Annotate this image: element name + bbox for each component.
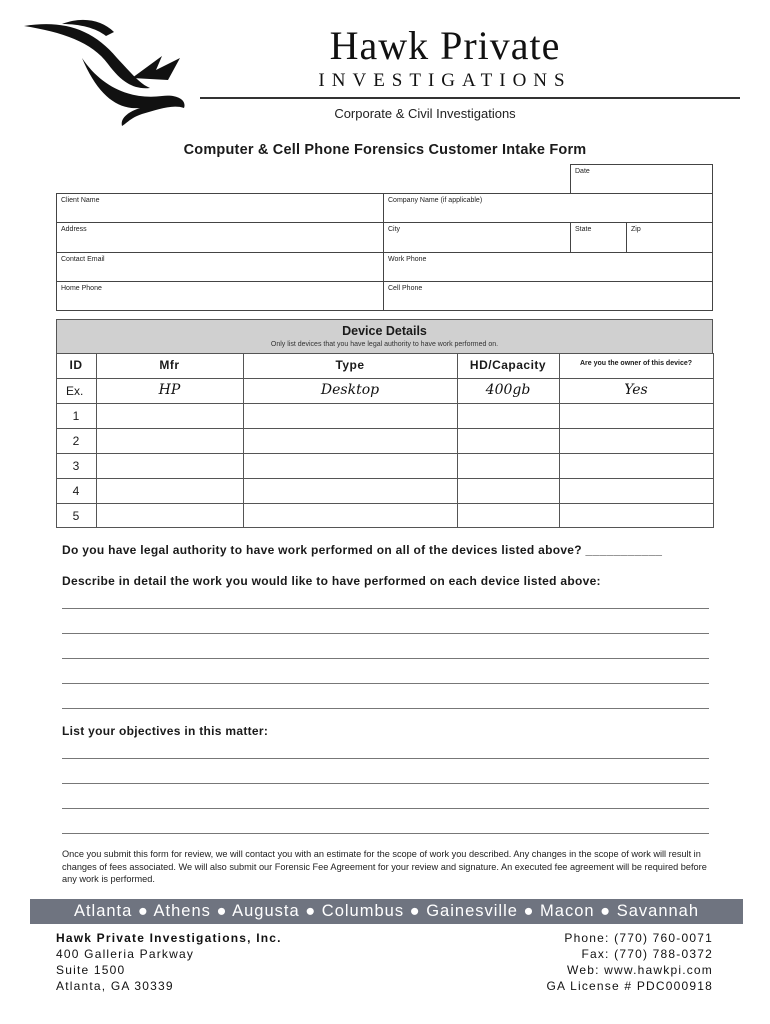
footer-address-line3: Atlanta, GA 30339 [56,979,174,993]
state-field[interactable] [570,222,627,253]
footer-phone: Phone: (770) 760-0071 [564,931,713,945]
example-row-id: Ex. [66,384,84,398]
address-field[interactable] [56,222,384,253]
device-cell-type[interactable] [243,403,458,429]
work-phone-label: Work Phone [388,256,427,263]
contact-email-field[interactable] [56,252,384,282]
device-cell-owner[interactable] [559,503,714,528]
objectives-line[interactable] [62,758,709,759]
device-row-number: 3 [72,459,80,473]
device-cell-capacity[interactable] [457,503,560,528]
footer-license: GA License # PDC000918 [546,979,713,993]
device-cell-type[interactable] [243,453,458,479]
device-cell-mfr[interactable] [96,403,244,429]
device-cell-type[interactable] [243,428,458,454]
form-title: Computer & Cell Phone Forensics Customer Intake Form [183,142,587,158]
device-row-number: 5 [72,509,80,523]
device-cell-mfr[interactable] [96,478,244,504]
device-details-title: Device Details [342,324,427,338]
device-cell-mfr[interactable] [96,428,244,454]
objectives-line[interactable] [62,833,709,834]
describe-work-line[interactable] [62,608,709,609]
footer-address-line2: Suite 1500 [56,963,126,977]
client-name-label: Client Name [61,197,100,204]
cell-phone-field[interactable] [383,281,713,311]
device-cell-capacity[interactable] [457,428,560,454]
col-header-capacity: HD/Capacity [469,358,547,372]
company-name-field[interactable] [383,193,713,223]
describe-work-line[interactable] [62,633,709,634]
tagline: Corporate & Civil Investigations [334,106,516,121]
city-label: City [388,226,401,233]
home-phone-label: Home Phone [61,285,102,292]
device-cell-capacity[interactable] [457,453,560,479]
date-field[interactable] [570,164,713,194]
example-row-capacity: 400gb [485,382,531,398]
device-row-number: 2 [72,434,80,448]
cities-banner: Atlanta ● Athens ● Augusta ● Columbus ● Gainesville ● Macon ● Savannah [30,899,743,924]
device-cell-mfr[interactable] [96,503,244,528]
date-label: Date [575,168,590,175]
device-cell-owner[interactable] [559,428,714,454]
client-name-field[interactable] [56,193,384,223]
objectives-line[interactable] [62,808,709,809]
device-cell-capacity[interactable] [457,478,560,504]
device-cell-owner[interactable] [559,453,714,479]
device-cell-owner[interactable] [559,403,714,429]
contact-email-label: Contact Email [61,256,105,263]
example-row-mfr: HP [158,382,181,398]
describe-work-line[interactable] [62,658,709,659]
zip-field[interactable] [626,222,713,253]
cell-phone-label: Cell Phone [388,285,423,292]
example-row-owner: Yes [624,382,648,398]
col-header-id: ID [69,358,83,372]
brand-title: Hawk Private [329,23,561,68]
device-cell-owner[interactable] [559,478,714,504]
col-header-owner: Are you the owner of this device? [579,360,693,367]
device-cell-capacity[interactable] [457,403,560,429]
device-cell-type[interactable] [243,503,458,528]
work-phone-field[interactable] [383,252,713,282]
state-label: State [575,226,592,233]
describe-work-line[interactable] [62,683,709,684]
legal-authority-question: Do you have legal authority to have work performed on all of the devices listed above? ___________ [62,543,663,557]
footer-address-line1: 400 Galleria Parkway [56,947,195,961]
footer-fax: Fax: (770) 788-0372 [581,947,713,961]
company-name-label: Company Name (if applicable) [388,197,483,204]
address-label: Address [61,226,87,233]
describe-work-question: Describe in detail the work you would like to have performed on each device listed above: [62,574,601,588]
header-rule [200,97,740,99]
zip-label: Zip [631,226,641,233]
device-row-number: 1 [72,409,80,423]
device-row-number: 4 [72,484,80,498]
footer-company: Hawk Private Investigations, Inc. [56,931,282,945]
hawk-logo-icon [22,18,192,128]
objectives-line[interactable] [62,783,709,784]
device-details-subtitle: Only list devices that you have legal authority to have work performed on. [270,341,499,348]
submission-note: Once you submit this form for review, we will contact you with an estimate for the scope of work you described. Any changes in the scope of work will result in changes of fees associated. We will also submit our Forensic Fee Agreement for your review and signature. An executed fee agreement will be required before any work is performed. [62,849,707,884]
home-phone-field[interactable] [56,281,384,311]
objectives-question: List your objectives in this matter: [62,724,269,738]
example-row-type: Desktop [320,382,380,398]
device-cell-type[interactable] [243,478,458,504]
footer-web: Web: www.hawkpi.com [567,963,713,977]
describe-work-line[interactable] [62,708,709,709]
col-header-type: Type [335,358,365,372]
col-header-mfr: Mfr [159,358,180,372]
brand-subtitle: INVESTIGATIONS [318,70,572,91]
city-field[interactable] [383,222,571,253]
device-cell-mfr[interactable] [96,453,244,479]
